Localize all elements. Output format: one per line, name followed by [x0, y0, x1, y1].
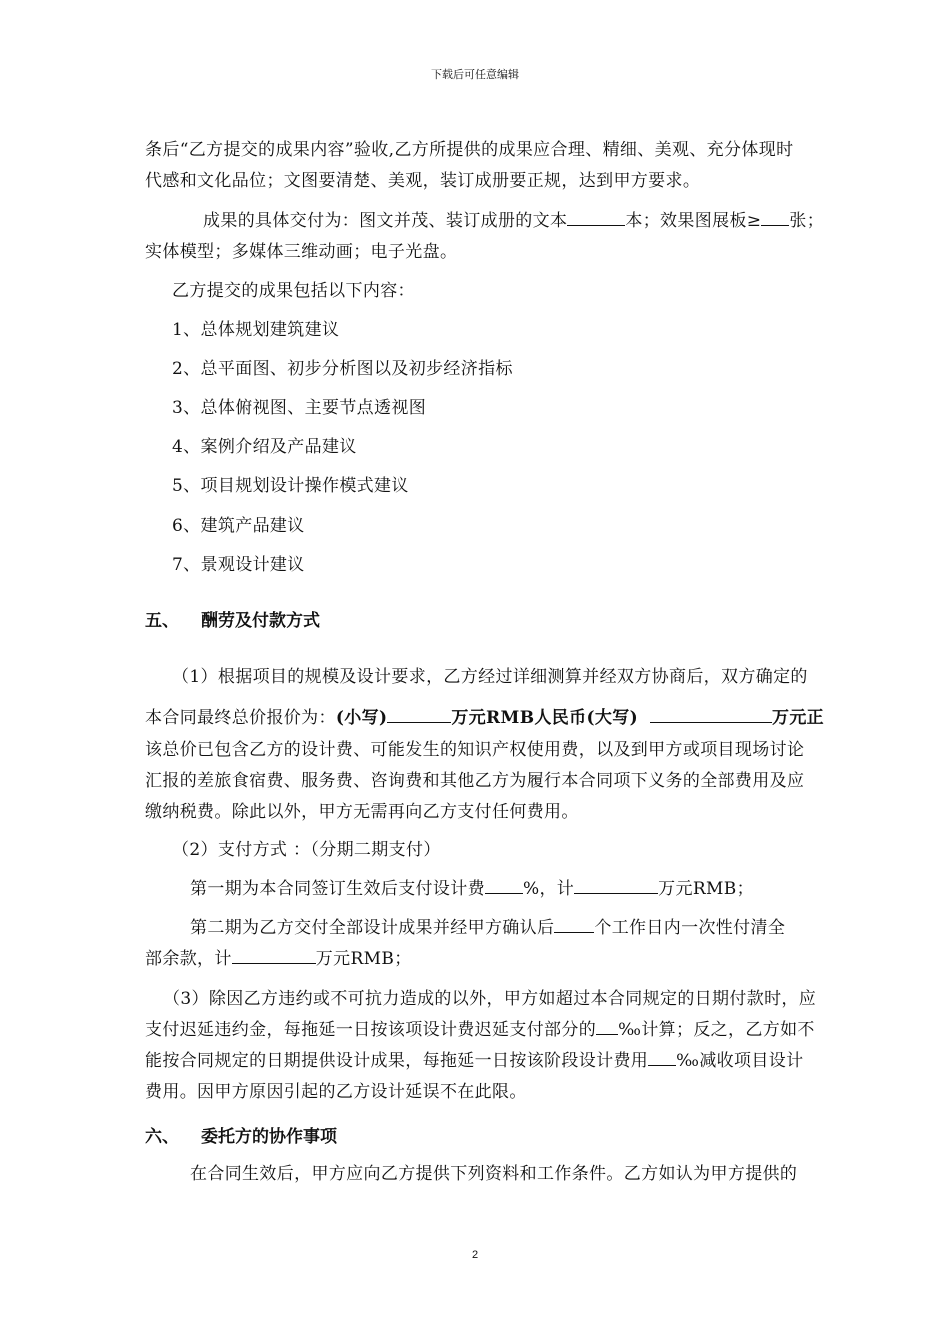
results-intro: 乙方提交的成果包括以下内容： — [172, 281, 415, 301]
section-5-number: 五、 — [145, 611, 179, 631]
list-item: 1、总体规划建筑建议 — [172, 320, 340, 340]
phase-1-text-c: 万元RMB； — [658, 879, 754, 899]
list-item: 7、景观设计建议 — [172, 555, 305, 575]
phase-2-text-d: 万元RMB； — [315, 949, 412, 969]
s5-phase-1 — [190, 873, 860, 905]
blank-copies — [567, 209, 625, 226]
s5-p2-line-1: （2）支付方式 ：（分期二期支付） — [172, 840, 441, 860]
s6-p1: 在合同生效后，甲方应向乙方提供下列资料和工作条件。乙方如认为甲方提供的 — [190, 1164, 798, 1184]
list-item: 2、总平面图、初步分析图以及初步经济指标 — [172, 359, 513, 379]
phase-2-text-b: 个工作日内一次性付清全 — [594, 918, 786, 938]
phase-1-text-b: %，计 — [522, 879, 575, 899]
price-small-label: (小写) — [335, 708, 388, 728]
blank-phase-2-days — [554, 916, 594, 933]
s5-p1-line-5: 缴纳税费。除此以外，甲方无需再向乙方支付任何费用。 — [145, 802, 579, 822]
s5-p3-line-4: 费用。因甲方原因引起的乙方设计延误不在此限。 — [145, 1082, 527, 1102]
blank-boards — [761, 209, 789, 226]
s5-p3-line-1: （3）除因乙方违约或不可抗力造成的以外，甲方如超过本合同规定的日期付款时，应 — [163, 989, 817, 1009]
blank-phase-2-amount — [232, 947, 316, 964]
s5-p3-line-3 — [145, 1045, 860, 1077]
phase-2-text-a: 第二期为乙方交付全部设计成果并经甲方确认后 — [190, 918, 555, 938]
list-item: 3、总体俯视图、主要节点透视图 — [172, 398, 427, 418]
blank-price-small — [387, 706, 451, 723]
p3-text-d: ‰减收项目设计 — [676, 1051, 804, 1071]
blank-phase-1-amount — [574, 877, 658, 894]
phase-1-text-a: 第一期为本合同签订生效后支付设计费 — [190, 879, 485, 899]
s5-p1-line-4: 汇报的差旅食宿费、服务费、咨询费和其他乙方为履行本合同项下义务的全部费用及应 — [145, 771, 805, 791]
deliver-text-b: 本；效果图展板≥ — [625, 211, 762, 231]
blank-price-large — [650, 706, 772, 723]
blank-phase-1-percent — [485, 877, 523, 894]
page-number: 2 — [471, 1249, 479, 1261]
section-5-title: 酬劳及付款方式 — [201, 611, 320, 631]
price-label: 本合同最终总价报价为： — [145, 708, 336, 728]
p3-text-a: 支付迟延违约金，每拖延一日按该项设计费迟延支付部分的 — [145, 1020, 597, 1040]
s5-p1-line-1: （1）根据项目的规模及设计要求，乙方经过详细测算并经双方协商后，双方确定的 — [172, 667, 808, 687]
section-6-title: 委托方的协作事项 — [201, 1127, 337, 1147]
deliver-line-1 — [203, 205, 860, 237]
deliver-line-2: 实体模型；多媒体三维动画；电子光盘。 — [145, 242, 458, 262]
list-item: 6、建筑产品建议 — [172, 516, 305, 536]
price-end-label: 万元正 — [771, 708, 825, 728]
deliver-text-a: 成果的具体交付为：图文并茂、装订成册的文本 — [203, 211, 568, 231]
price-unit-label: 万元RMB人民币(大写) — [451, 708, 638, 728]
page-header: 下载后可任意编辑 — [431, 68, 519, 81]
s5-p1-line-3: 该总价已包含乙方的设计费、可能发生的知识产权使用费，以及到甲方或项目现场讨论 — [145, 740, 805, 760]
blank-penalty-2 — [648, 1049, 676, 1066]
section-5-heading — [145, 606, 320, 631]
list-item: 5、项目规划设计操作模式建议 — [172, 476, 409, 496]
blank-penalty-1 — [596, 1018, 618, 1035]
phase-2-text-c: 部余款，计 — [145, 949, 232, 969]
section-6-heading — [145, 1122, 337, 1147]
list-item: 4、案例介绍及产品建议 — [172, 437, 357, 457]
deliver-text-c: 张； — [789, 211, 825, 231]
p3-text-c: 能按合同规定的日期提供设计成果，每拖延一日按该阶段设计费用 — [145, 1051, 649, 1071]
intro-line-1: 条后“乙方提交的成果内容”验收,乙方所提供的成果应合理、精细、美观、充分体现时 — [145, 140, 794, 160]
p3-text-b: ‰计算；反之，乙方如不 — [618, 1020, 815, 1040]
s5-phase-2 — [190, 912, 860, 944]
section-6-number: 六、 — [145, 1127, 179, 1147]
s5-phase-2-cont — [145, 943, 860, 975]
s5-p1-line-2 — [145, 702, 860, 734]
s5-p3-line-2 — [145, 1014, 860, 1046]
intro-line-2: 代感和文化品位；文图要清楚、美观，装订成册要正规，达到甲方要求。 — [145, 171, 701, 191]
